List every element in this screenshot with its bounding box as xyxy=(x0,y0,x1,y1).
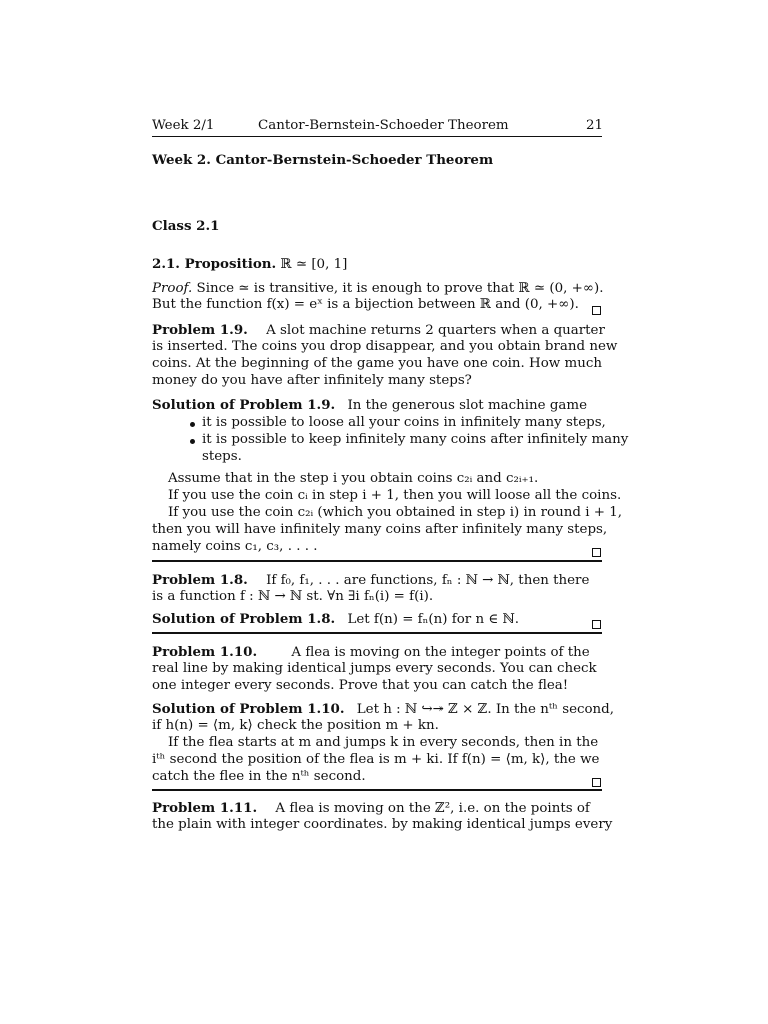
section-divider xyxy=(152,632,602,634)
proposition-statement: ℝ ≃ [0, 1] xyxy=(280,257,348,272)
header-left: Week 2/1 xyxy=(152,118,215,133)
problem-1-9-line-3: coins. At the beginning of the game you have one coin. How much xyxy=(152,356,602,371)
header-title: Cantor-Bernstein-Schoeder Theorem xyxy=(258,118,509,133)
solution-1-9-line-2: Assume that in the step i you obtain coins c₂ᵢ and c₂ᵢ₊₁. xyxy=(168,471,539,486)
bullet-icon xyxy=(190,422,195,427)
bullet-icon xyxy=(190,439,195,444)
problem-1-9-line-2: is inserted. The coins you drop disappear, and you obtain brand new xyxy=(152,339,618,354)
problem-1-10-label: Problem 1.10. xyxy=(152,644,258,660)
problem-1-8-line-1: Problem 1.8. If f₀, f₁, . . . are functions, fₙ : ℕ → ℕ, then there xyxy=(152,572,590,588)
solution-1-9-label: Solution of Problem 1.9. xyxy=(152,397,336,413)
proposition-label: 2.1. Proposition. xyxy=(152,256,277,272)
problem-1-10-line-1: Problem 1.10. A flea is moving on the integer points of the xyxy=(152,644,590,660)
solution-1-10-line-4: iᵗʰ second the position of the flea is m + ki. If f(n) = ⟨m, k⟩, the we xyxy=(152,752,600,767)
problem-1-10-line-3: one integer every seconds. Prove that you can catch the flea! xyxy=(152,678,569,693)
qed-box xyxy=(592,306,601,315)
problem-1-9-label: Problem 1.9. xyxy=(152,322,248,338)
solution-1-10-line-5: catch the flee in the nᵗʰ second. xyxy=(152,769,366,784)
solution-1-9-line-5: then you will have infinitely many coins after infinitely many steps, xyxy=(152,522,608,537)
page-number: 21 xyxy=(586,118,604,133)
class-heading: Class 2.1 xyxy=(152,218,220,234)
problem-1-11-label: Problem 1.11. xyxy=(152,800,258,816)
solution-1-9-line-6: namely coins c₁, c₃, . . . . xyxy=(152,539,318,554)
section-divider xyxy=(152,789,602,791)
qed-box xyxy=(592,548,601,557)
proof-line-2: But the function f(x) = eˣ is a bijection between ℝ and (0, +∞). xyxy=(152,297,579,312)
header-rule xyxy=(152,136,602,137)
problem-1-11-line-2: the plain with integer coordinates. by making identical jumps every xyxy=(152,817,613,832)
proof-label: Proof. xyxy=(152,281,193,296)
qed-box xyxy=(592,778,601,787)
solution-1-9-bullet-1: it is possible to loose all your coins in infinitely many steps, xyxy=(202,415,606,430)
solution-1-10-label: Solution of Problem 1.10. xyxy=(152,701,345,717)
problem-1-9-line-1: Problem 1.9. A slot machine returns 2 quarters when a quarter xyxy=(152,322,605,338)
solution-1-10-line-2: if h(n) = ⟨m, k⟩ check the position m + kn. xyxy=(152,718,439,733)
solution-1-8: Solution of Problem 1.8. Let f(n) = fₙ(n) for n ∈ ℕ. xyxy=(152,611,519,627)
section-divider xyxy=(152,560,602,562)
solution-1-9-bullet-2: it is possible to keep infinitely many coins after infinitely many xyxy=(202,432,629,447)
solution-1-9-line-1: Solution of Problem 1.9. In the generous slot machine game xyxy=(152,397,588,413)
problem-1-11-line-1: Problem 1.11. A flea is moving on the ℤ², i.e. on the points of xyxy=(152,800,590,816)
problem-1-9-line-4: money do you have after infinitely many steps? xyxy=(152,373,472,388)
problem-1-8-label: Problem 1.8. xyxy=(152,572,248,588)
chapter-title: Week 2. Cantor-Bernstein-Schoeder Theorem xyxy=(152,152,494,168)
problem-1-10-line-2: real line by making identical jumps every seconds. You can check xyxy=(152,661,597,676)
solution-1-9-line-4: If you use the coin c₂ᵢ (which you obtained in step i) in round i + 1, xyxy=(168,505,622,520)
proof-line-1: Proof. Since ≃ is transitive, it is enough to prove that ℝ ≃ (0, +∞). xyxy=(152,281,604,296)
problem-1-8-line-2: is a function f : ℕ → ℕ st. ∀n ∃i fₙ(i) = f(i). xyxy=(152,589,434,604)
solution-1-9-bullet-2-cont: steps. xyxy=(202,449,242,464)
solution-1-10-line-1: Solution of Problem 1.10. Let h : ℕ ↪↠ ℤ × ℤ. In the nᵗʰ second, xyxy=(152,701,615,717)
solution-1-8-label: Solution of Problem 1.8. xyxy=(152,611,336,627)
proposition xyxy=(152,256,347,273)
qed-box xyxy=(592,620,601,629)
solution-1-9-line-3: If you use the coin cᵢ in step i + 1, then you will loose all the coins. xyxy=(168,488,622,503)
solution-1-10-line-3: If the flea starts at m and jumps k in every seconds, then in the xyxy=(168,735,599,750)
